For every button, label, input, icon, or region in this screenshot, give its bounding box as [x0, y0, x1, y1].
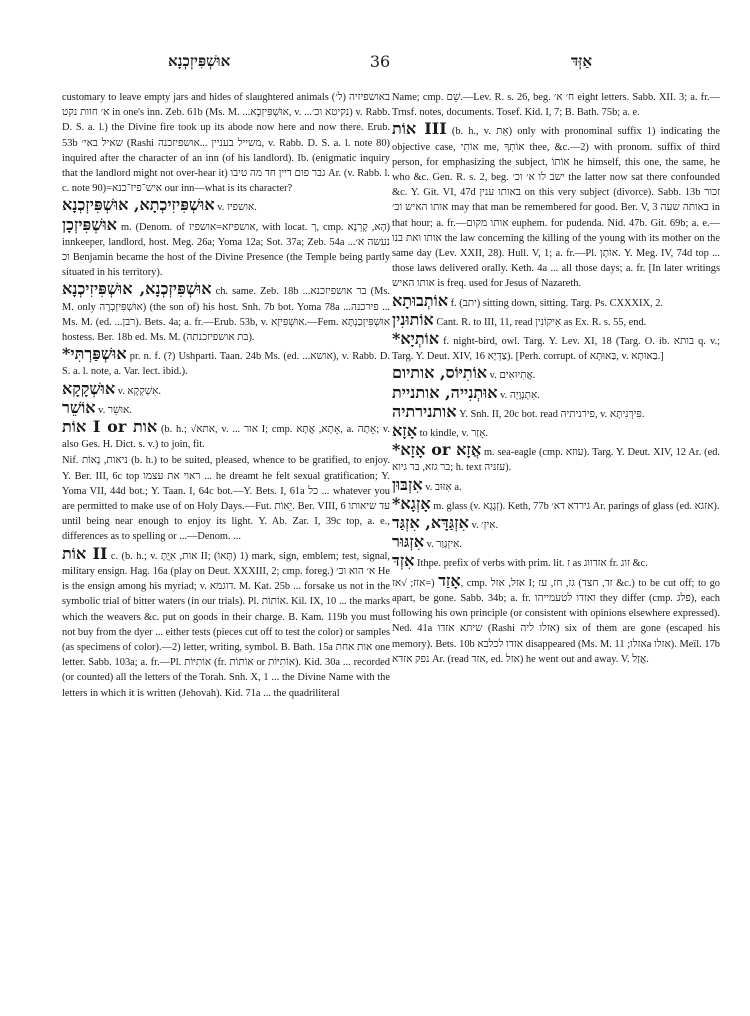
entry-headword: *אוֹתְיָא — [392, 329, 439, 349]
entry-text: v. אִיזְ׳. — [471, 520, 499, 532]
entry-headword: אוֹתוּנִין — [392, 309, 434, 329]
dictionary-entry — [392, 121, 720, 291]
entry-headword: אוֹת II — [62, 543, 108, 563]
entry-headword: אִזְבּוּן — [392, 474, 423, 494]
page-header — [60, 52, 700, 76]
entry-text: to kindle, v. אָזַר. — [419, 428, 489, 440]
entry-headword: אִזְגַּדָּא, אִזְגַּד — [392, 513, 469, 533]
dictionary-entry — [392, 493, 720, 514]
dictionary-entry — [62, 419, 390, 452]
dictionary-entry — [62, 90, 390, 196]
entry-headword: אוֹתְבוּתָא — [392, 290, 448, 310]
entry-text: v. אושפיז. — [217, 202, 257, 214]
entry-text: v. אוּשֵׁר. — [98, 404, 132, 416]
right-column — [392, 90, 720, 1002]
dictionary-entry — [62, 197, 390, 215]
entry-text: Ithpe. prefix of verbs with prim. lit. ז as אזדווג fr. זוג &c. — [417, 558, 648, 570]
entry-text: Nif. ניאות, נָאוֹת (b. h.) to be suited, pleased, whence to be gratified, to enjoy. Y. Ber. III, 6c top ראוי את עצמו ... he dreamt he felt sexual gratification; Y. Yoma VII, 44d bot.; Y. Taan. I, 64c bot.—Y. Bets. I, 61a כל ... whatever you are permitted to make use of on Holy Days.—Fut. יֵאוֹת. Ber. VIII, 6 עד שיאותו until being near enough to enjoy its light. Y. Ab. Zar. I, 39c top, a. e., differences as to spelling or ...—Denom. ... — [62, 455, 390, 543]
entry-text: Cant. R. to III, 11, read אֵיקוֹנִין as Ex. R. s. 55, end. — [436, 316, 647, 328]
entry-text: (b. h., v. אֵת) only with pronominal suffix 1) indicating the objective case, אוֹתִי me, אוֹתְךָ thee, &c.—2) with pronom. suffix of third person, for emphasizing the subject, אוֹתוֹ he himself, this one, the same, he who &c. Gen. R. s. 2, beg. ישב לו א׳ וכ׳ the latter now sat there confounded &c. Y. Git. VI, 47d באותו ענין on this very subject (divorce). Sabb. 13b זכור אותו האיש וכ׳ may that man be remembered for good. Ber. V, 3 באותה שעה in that hour; a. fr.—אותו מקום euphem. for pudenda. Nid. 47b. Git. 69b; a. e.—אותו ואת בנו the law concerning the killing of the young with its mother on the same day (Lev. XXII, 28). Hull. V, 1; a. fr.—Pl. אוֹתָן. Y. Meg. IV, 74d top ... those laws delivered orally. Keth. 4a ... all those days; a. fr. [In later writings אותו האיש is freq. used for Jesus of Nazareth. — [392, 126, 720, 290]
dictionary-entry — [392, 401, 720, 422]
dictionary-entry — [62, 397, 390, 418]
entry-headword: אוּשְׁפִּיזְכְנָא, אוּשְׁפִּיזִיכְנָא — [62, 279, 212, 299]
header-right-word: אַזְּדּ — [570, 52, 592, 70]
entry-headword: אוּשְׁפִּיזְכָן — [62, 214, 117, 234]
entry-headword: אָזָא — [392, 421, 418, 441]
entry-headword: אוּשְׁפִּיזִיכְתָא, אוּשְׁפִּיזְכְנָא — [62, 195, 215, 215]
entry-text: f. night-bird, owl. Targ. Y. Lev. XI, 18 (Targ. O. ib. בותא q. v.; Targ. Y. Deut. XIV, 16 צַדְיָא). [Perh. corrupt. of בַּאוּתָא, v. בַּאוּתָא.] — [392, 336, 720, 363]
entry-text: m. glass (v. זְגָגָא). Keth, 77b גירדא דא׳ Ar. parings of glass (ed. אזגא). — [433, 500, 720, 512]
entry-text: v. אִתְנְוָיָה. — [500, 389, 540, 401]
dictionary-entry — [392, 474, 720, 495]
entry-headword: אוּתְנִייה, אותניית — [392, 382, 498, 402]
entry-headword: אוֹת I or אות — [62, 417, 158, 437]
dictionary-entry — [392, 442, 720, 475]
dictionary-entry — [392, 553, 720, 571]
dictionary-entry — [62, 281, 390, 345]
dictionary-entry — [392, 382, 720, 403]
dictionary-entry — [62, 214, 390, 281]
entry-headword: אותנירתיה — [392, 401, 457, 421]
dictionary-entry — [62, 543, 390, 701]
entry-text: customary to leave empty jars and hides of slaughtered animals (ל׳) באושפיזיה א׳ חוות נקט in one's inn. Zeb. 61b (Ms. M. ...אוּשְׁפִּיזְכָא, v. ...נקיטא וכ׳) v. Rabb. D. S. a. l.) the Divine fire took up its abode now here and now there. Erub. 53b שאיל באי׳ (Rashi משייל בעניין ...אושפיזכנה, v. Rabb. D. S. a. l. note 80) inquired after the character of an inn (of his landlord). Ib. (enigmatic inquiry that the landlord might not over-hear it) גבר פום דיין חד מה טיבו Ar. (v. Rabb. l. c. note 90)=איש־פיז־כנא our inn—what is its character? — [62, 92, 390, 195]
dictionary-entry — [62, 346, 390, 379]
entry-headword: *אוּשְׁפַּרְתִּי — [62, 344, 127, 364]
dictionary-entry — [62, 453, 390, 544]
page-number: 36 — [369, 52, 391, 71]
entry-headword: *אָזְגָא — [392, 493, 431, 513]
entry-headword: *אָזָא or אֲזָא — [392, 440, 482, 460]
dictionary-entry — [392, 90, 720, 120]
dictionary-entry — [392, 515, 720, 533]
entry-headword: אוֹשֵׁר — [62, 397, 96, 417]
dictionary-entry — [392, 331, 720, 364]
entry-text: Y. Snh. II, 20c bot. read פירניתיה, v. פִּירְנִיתָא. — [459, 408, 645, 420]
entry-text: c. (b. h.; v. אות, אִיֲתָ II; (תָּאוֹ) 1) mark, sign, emblem; test, signal, military ensign. Hag. 16a (play on Deut. XXXIII, 2; cmp. foreg.) א׳ הוא וכ׳ He is the ensign among his myriad; v. דוגמא. M. Kat. 25b ... forsake us not in the symbolic trial of bitter waters (in our trials). Pl. אוֹתוֹת. Kil. IX, 10 ... the marks which the weavers &c. put on goods in their charge. B. Kam. 119b you must not buy from the dyer ... either tests (pieces cut off to test the color) or samples (as specimens of color).—2) letter, writing, symbol. B. Bath. 15a אות אחת one letter. Sabb. 103a; a. fr.—Pl. אוֹתִיּוֹת (fr. אוֹתוֹת or אוֹתִיּוֹת). Kid. 30a ... recorded (or counted) all the letters of the Torah. Snh. X, 1 ... the Divine Name with the letters in which it is written (Jehovah). Kid. 71a ... the quadriliteral — [62, 550, 390, 699]
dictionary-entry — [392, 570, 720, 667]
dictionary-entry — [392, 290, 720, 311]
entry-text: Name; cmp. שֵׁם.—Lev. R. s. 26, beg. ח׳ א׳ eight letters. Sabb. XII. 3; a. fr.—Trnsf. notes, documents. Tosef. Kid. I, 7; B. Bath. 75b; a. e. — [392, 92, 720, 119]
entry-headword: אִזְגּוּר — [392, 532, 424, 552]
entry-text: v. אִיזְגַּוַר. — [426, 539, 462, 551]
entry-text: v. אֲתִיוּאִים. — [489, 370, 536, 382]
header-left-word: אוּשְׁפִּיזְכְנָא — [168, 52, 231, 70]
left-column — [62, 90, 390, 1002]
entry-text: ch. same. Zeb. 18b ...בר אושפיזכנא (Ms. M. only אוּשְׁפִּיזְכְרָה) (the son of) his host. Snh. 7b bot. Yoma 78a ...פירכנה ... Ms. M. (ed. ...רבן). Bets. 4a; a. fr.—Erub. 53b, v. אוּשְׁפִּיזָא.—Fem. אוּשְׁפִּיזְכַנְתָּא hostess. Ber. 18b ed. Ms. M. (בת אושפיזכנתה). — [62, 286, 390, 344]
entry-headword: אוֹת III — [392, 119, 447, 139]
entry-text: pr. n. f. (?) Ushparti. Taan. 24b Ms. (ed. ...אושא), v. Rabb. D. S. a. l. note, a. Var. lect. ibid.). — [62, 351, 390, 378]
entry-headword: אוֹתִיּוֹס, אותיום — [392, 363, 488, 383]
entry-text: m. sea-eagle (cmp. עוזא). Targ. Y. Deut. XIV, 12 Ar. (ed. בר גזא, בר גיוא; h. text עזניה). — [392, 447, 720, 474]
entry-text: v. אִשְׁקְקָא. — [117, 385, 161, 397]
entry-headword: אוּשְׁקָקָא — [62, 378, 116, 398]
dictionary-entry — [392, 309, 720, 330]
entry-text: v. אִזּוּב a. — [425, 481, 462, 493]
entry-text: (=אזז; √אז, cmp. אזל, אזל I; גז, חז, עז (זד, חצד &c.) to be cut off; to go apart, be gone. Sabb. 34b; a. fr. ואזדו לטעמייהו they differ (cmp. פלג), each following his own principle (or consistent with opinions elsewhere expressed). Ned. 41a שיתא אזדו (Rashi אזלו ליה) six of them are gone (escaped his memory). Bets. 10b אזדו לכלבא disappeared (Ms. M. אזלו; 11a אזלו). Meïl. 17b נפק אזדא Ar. (read אזד, ed. אזל) he went out and away. V. אֲזַל. — [392, 577, 720, 665]
entry-text: m. (Denom. of אושפיזא=אושפיז, with locat. ך, cmp. הָא, קָרְנָא) innkeeper, landlord, host. Meg. 26a; Yoma 12a; Sot. 37a; Zeb. 54a ...נעשה א׳ וכ Benjamin became the host of the Divine Presence (the Temple being partly situated in his territory). — [62, 221, 390, 279]
entry-text: (b. h.; √אתא, v. ... אור I; cmp. אָתָא, אֲתָא, a. אָתָה; v. also Ges. H. Dict. s. v.) to join, fit. — [62, 424, 390, 451]
entry-text: f. (יתב) sitting down, sitting. Targ. Ps. CXXXIX, 2. — [450, 297, 663, 309]
dictionary-entry — [62, 378, 390, 399]
entry-headword: אָזַד — [438, 570, 461, 590]
dictionary-entry — [392, 365, 720, 383]
dictionary-entry — [392, 534, 720, 552]
dictionary-entry — [392, 423, 720, 441]
entry-headword: אִזְדּ — [392, 551, 415, 571]
